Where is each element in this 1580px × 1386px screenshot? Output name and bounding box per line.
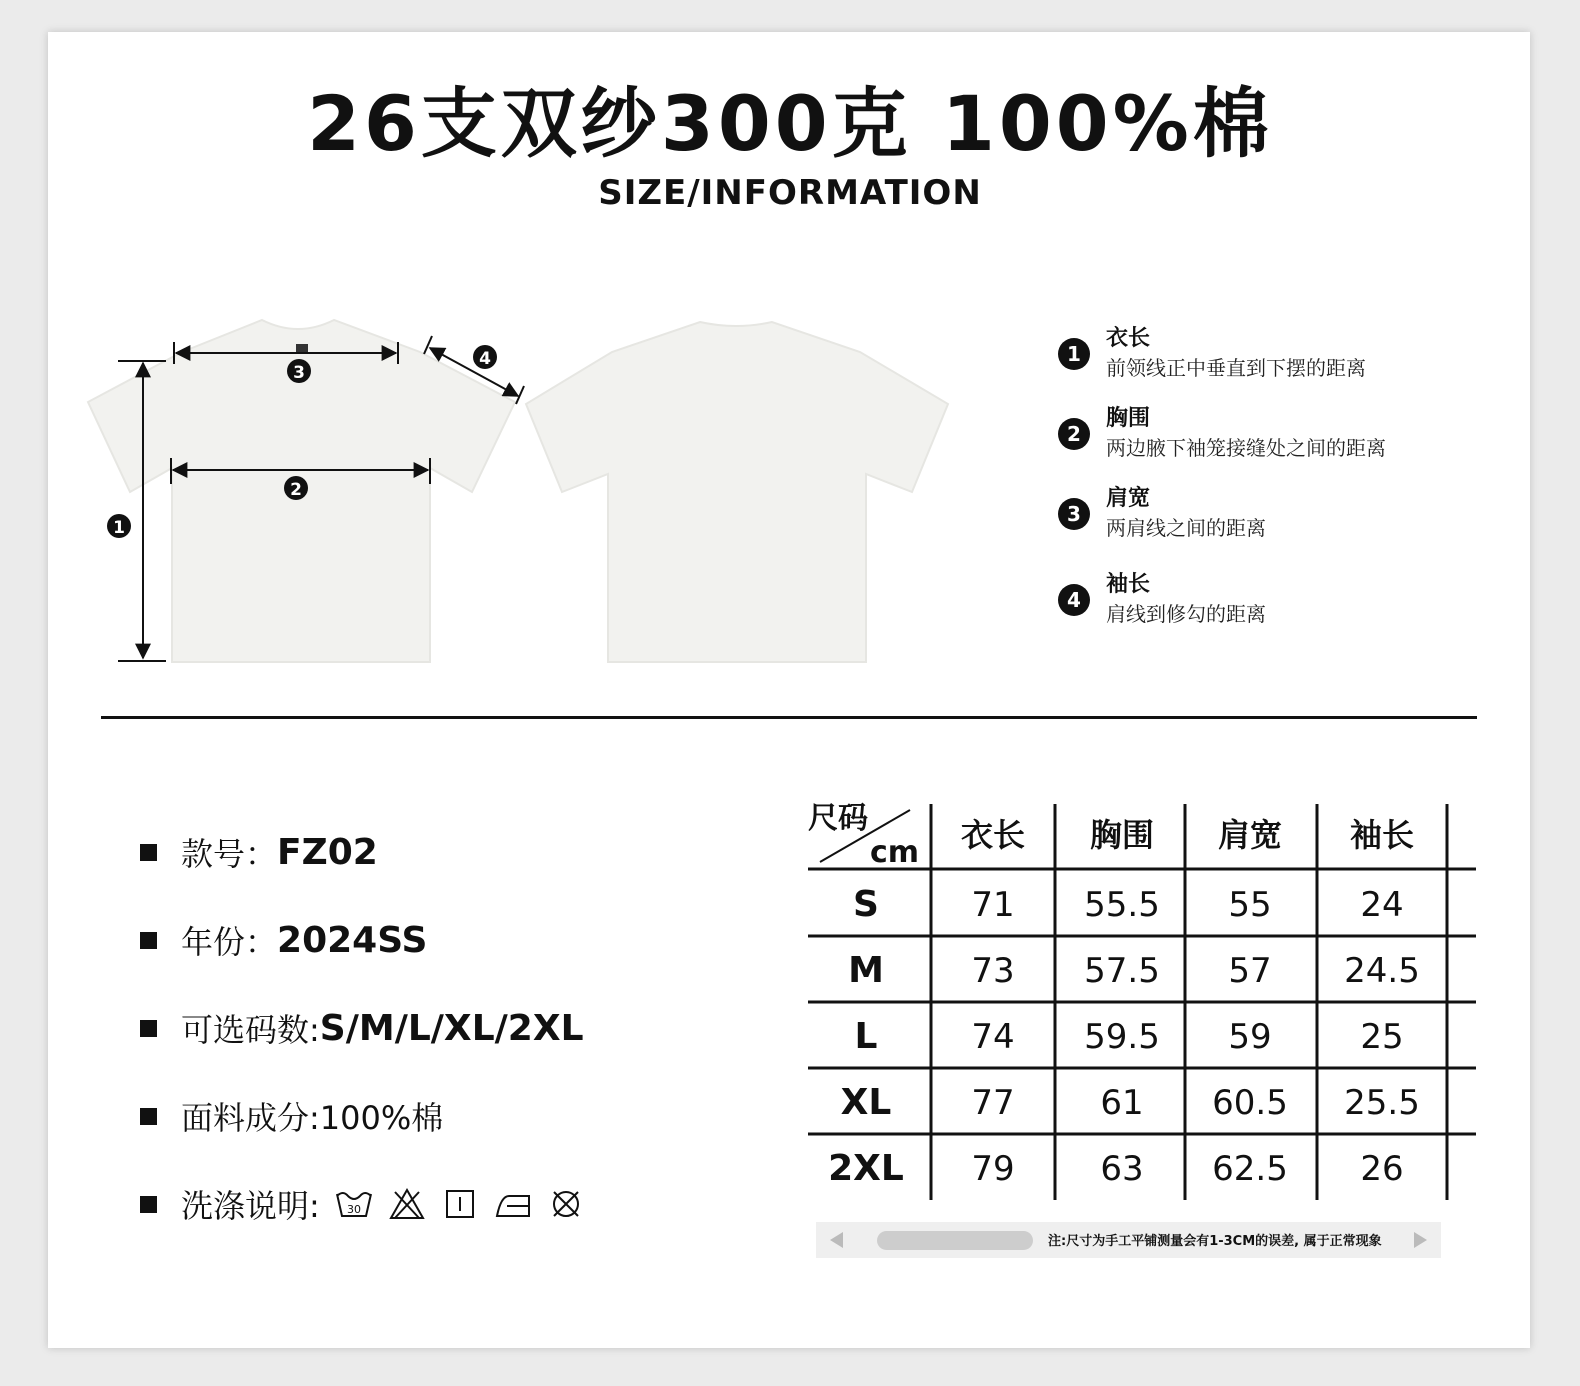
table-cell: 60.5 <box>1212 1083 1288 1123</box>
size-label: XL <box>840 1082 892 1123</box>
section-divider <box>101 716 1477 719</box>
table-cell: 74 <box>971 1017 1015 1057</box>
table-cell: 55 <box>1228 885 1272 925</box>
header-sleeve: 袖长 <box>1349 816 1415 854</box>
corner-bottom-label: cm <box>870 835 920 870</box>
table-cell: 25 <box>1360 1017 1404 1057</box>
svg-text:3: 3 <box>293 363 305 383</box>
scroll-thumb[interactable] <box>877 1231 1033 1250</box>
table-cell: 25.5 <box>1344 1083 1420 1123</box>
scroll-left-arrow-icon[interactable] <box>830 1232 843 1248</box>
bullet <box>140 1020 157 1037</box>
spec-label: 年份： <box>181 923 278 961</box>
horizontal-scrollbar[interactable] <box>816 1222 1441 1258</box>
spec-year <box>140 896 599 984</box>
table-cell: 59.5 <box>1084 1017 1160 1057</box>
table-cell: 26 <box>1360 1149 1404 1189</box>
bullet <box>140 844 157 861</box>
spec-label: 洗涤说明: <box>181 1187 320 1225</box>
spec-fabric <box>140 1072 599 1160</box>
tshirt-diagram <box>0 300 1000 680</box>
tumble-dry-icon <box>440 1186 480 1222</box>
table-cell: 61 <box>1100 1083 1144 1123</box>
svg-text:4: 4 <box>479 349 491 369</box>
table-cell: 79 <box>971 1149 1015 1189</box>
scroll-right-arrow-icon[interactable] <box>1414 1232 1427 1248</box>
care-icons <box>334 1186 599 1222</box>
back-tshirt <box>526 322 948 662</box>
page-title: 26支双纱300克 100%棉 <box>307 79 1273 168</box>
header-shoulder: 肩宽 <box>1217 816 1283 854</box>
table-cell: 73 <box>971 951 1015 991</box>
legend-item-shoulder <box>1058 484 1498 564</box>
wash-30-icon <box>334 1186 374 1222</box>
legend-item-length <box>1058 324 1498 404</box>
page-subtitle: SIZE/INFORMATION <box>598 173 982 213</box>
legend-title: 肩宽 <box>1106 486 1151 511</box>
svg-text:2: 2 <box>290 480 302 500</box>
legend-desc: 前领线正中垂直到下摆的距离 <box>1106 356 1366 380</box>
table-cell: 63 <box>1100 1149 1144 1189</box>
measurement-legend <box>1058 324 1498 644</box>
marker-2 <box>284 476 308 500</box>
table-cell: 57.5 <box>1084 951 1160 991</box>
legend-desc: 肩线到修勾的距离 <box>1106 602 1266 626</box>
legend-title: 袖长 <box>1106 572 1151 597</box>
no-dry-clean-icon <box>546 1186 586 1222</box>
table-cell: 24.5 <box>1344 951 1420 991</box>
corner-top-label: 尺码 <box>808 801 868 836</box>
spec-label: 可选码数: <box>181 1011 320 1049</box>
spec-label: 款号： <box>181 835 278 873</box>
size-label: M <box>848 950 884 991</box>
spec-value: FZ02 <box>277 831 378 873</box>
spec-value: 2024SS <box>277 919 428 961</box>
legend-number: 1 <box>1058 338 1090 370</box>
legend-desc: 两边腋下袖笼接缝处之间的距离 <box>1106 436 1386 460</box>
legend-number: 4 <box>1058 584 1090 616</box>
svg-text:30: 30 <box>346 1203 361 1216</box>
size-table <box>800 796 1490 1216</box>
iron-icon <box>493 1186 533 1222</box>
spec-value: S/M/L/XL/2XL <box>319 1007 584 1049</box>
legend-desc: 两肩线之间的距离 <box>1106 516 1266 540</box>
measurement-note: 注:尺寸为手工平铺测量会有1-3CM的误差, 属于正常现象 <box>1048 1234 1382 1249</box>
table-cell: 59 <box>1228 1017 1272 1057</box>
bullet <box>140 1108 157 1125</box>
product-specs <box>140 808 599 1248</box>
spec-care <box>140 1160 599 1248</box>
bullet <box>140 932 157 949</box>
marker-1 <box>107 514 131 538</box>
legend-item-chest <box>1058 404 1498 484</box>
no-bleach-icon <box>387 1186 427 1222</box>
table-cell: 57 <box>1228 951 1272 991</box>
spec-style-number <box>140 808 599 896</box>
table-cell: 71 <box>971 885 1015 925</box>
spec-label: 面料成分: <box>181 1099 320 1137</box>
header-chest: 胸围 <box>1089 816 1155 854</box>
svg-text:1: 1 <box>113 518 125 538</box>
table-cell: 55.5 <box>1084 885 1160 925</box>
legend-title: 衣长 <box>1106 326 1151 351</box>
legend-number: 3 <box>1058 498 1090 530</box>
marker-3 <box>287 359 311 383</box>
size-label: 2XL <box>828 1148 904 1189</box>
size-label: L <box>854 1016 878 1057</box>
legend-item-sleeve <box>1058 570 1498 650</box>
legend-number: 2 <box>1058 418 1090 450</box>
marker-4 <box>473 345 497 369</box>
legend-title: 胸围 <box>1106 406 1151 431</box>
table-cell: 62.5 <box>1212 1149 1288 1189</box>
size-label: S <box>853 884 879 925</box>
table-cell: 77 <box>971 1083 1015 1123</box>
spec-value: 100%棉 <box>319 1099 444 1137</box>
bullet <box>140 1196 157 1213</box>
header-length: 衣长 <box>960 816 1026 854</box>
table-cell: 24 <box>1360 885 1404 925</box>
spec-sizes <box>140 984 599 1072</box>
